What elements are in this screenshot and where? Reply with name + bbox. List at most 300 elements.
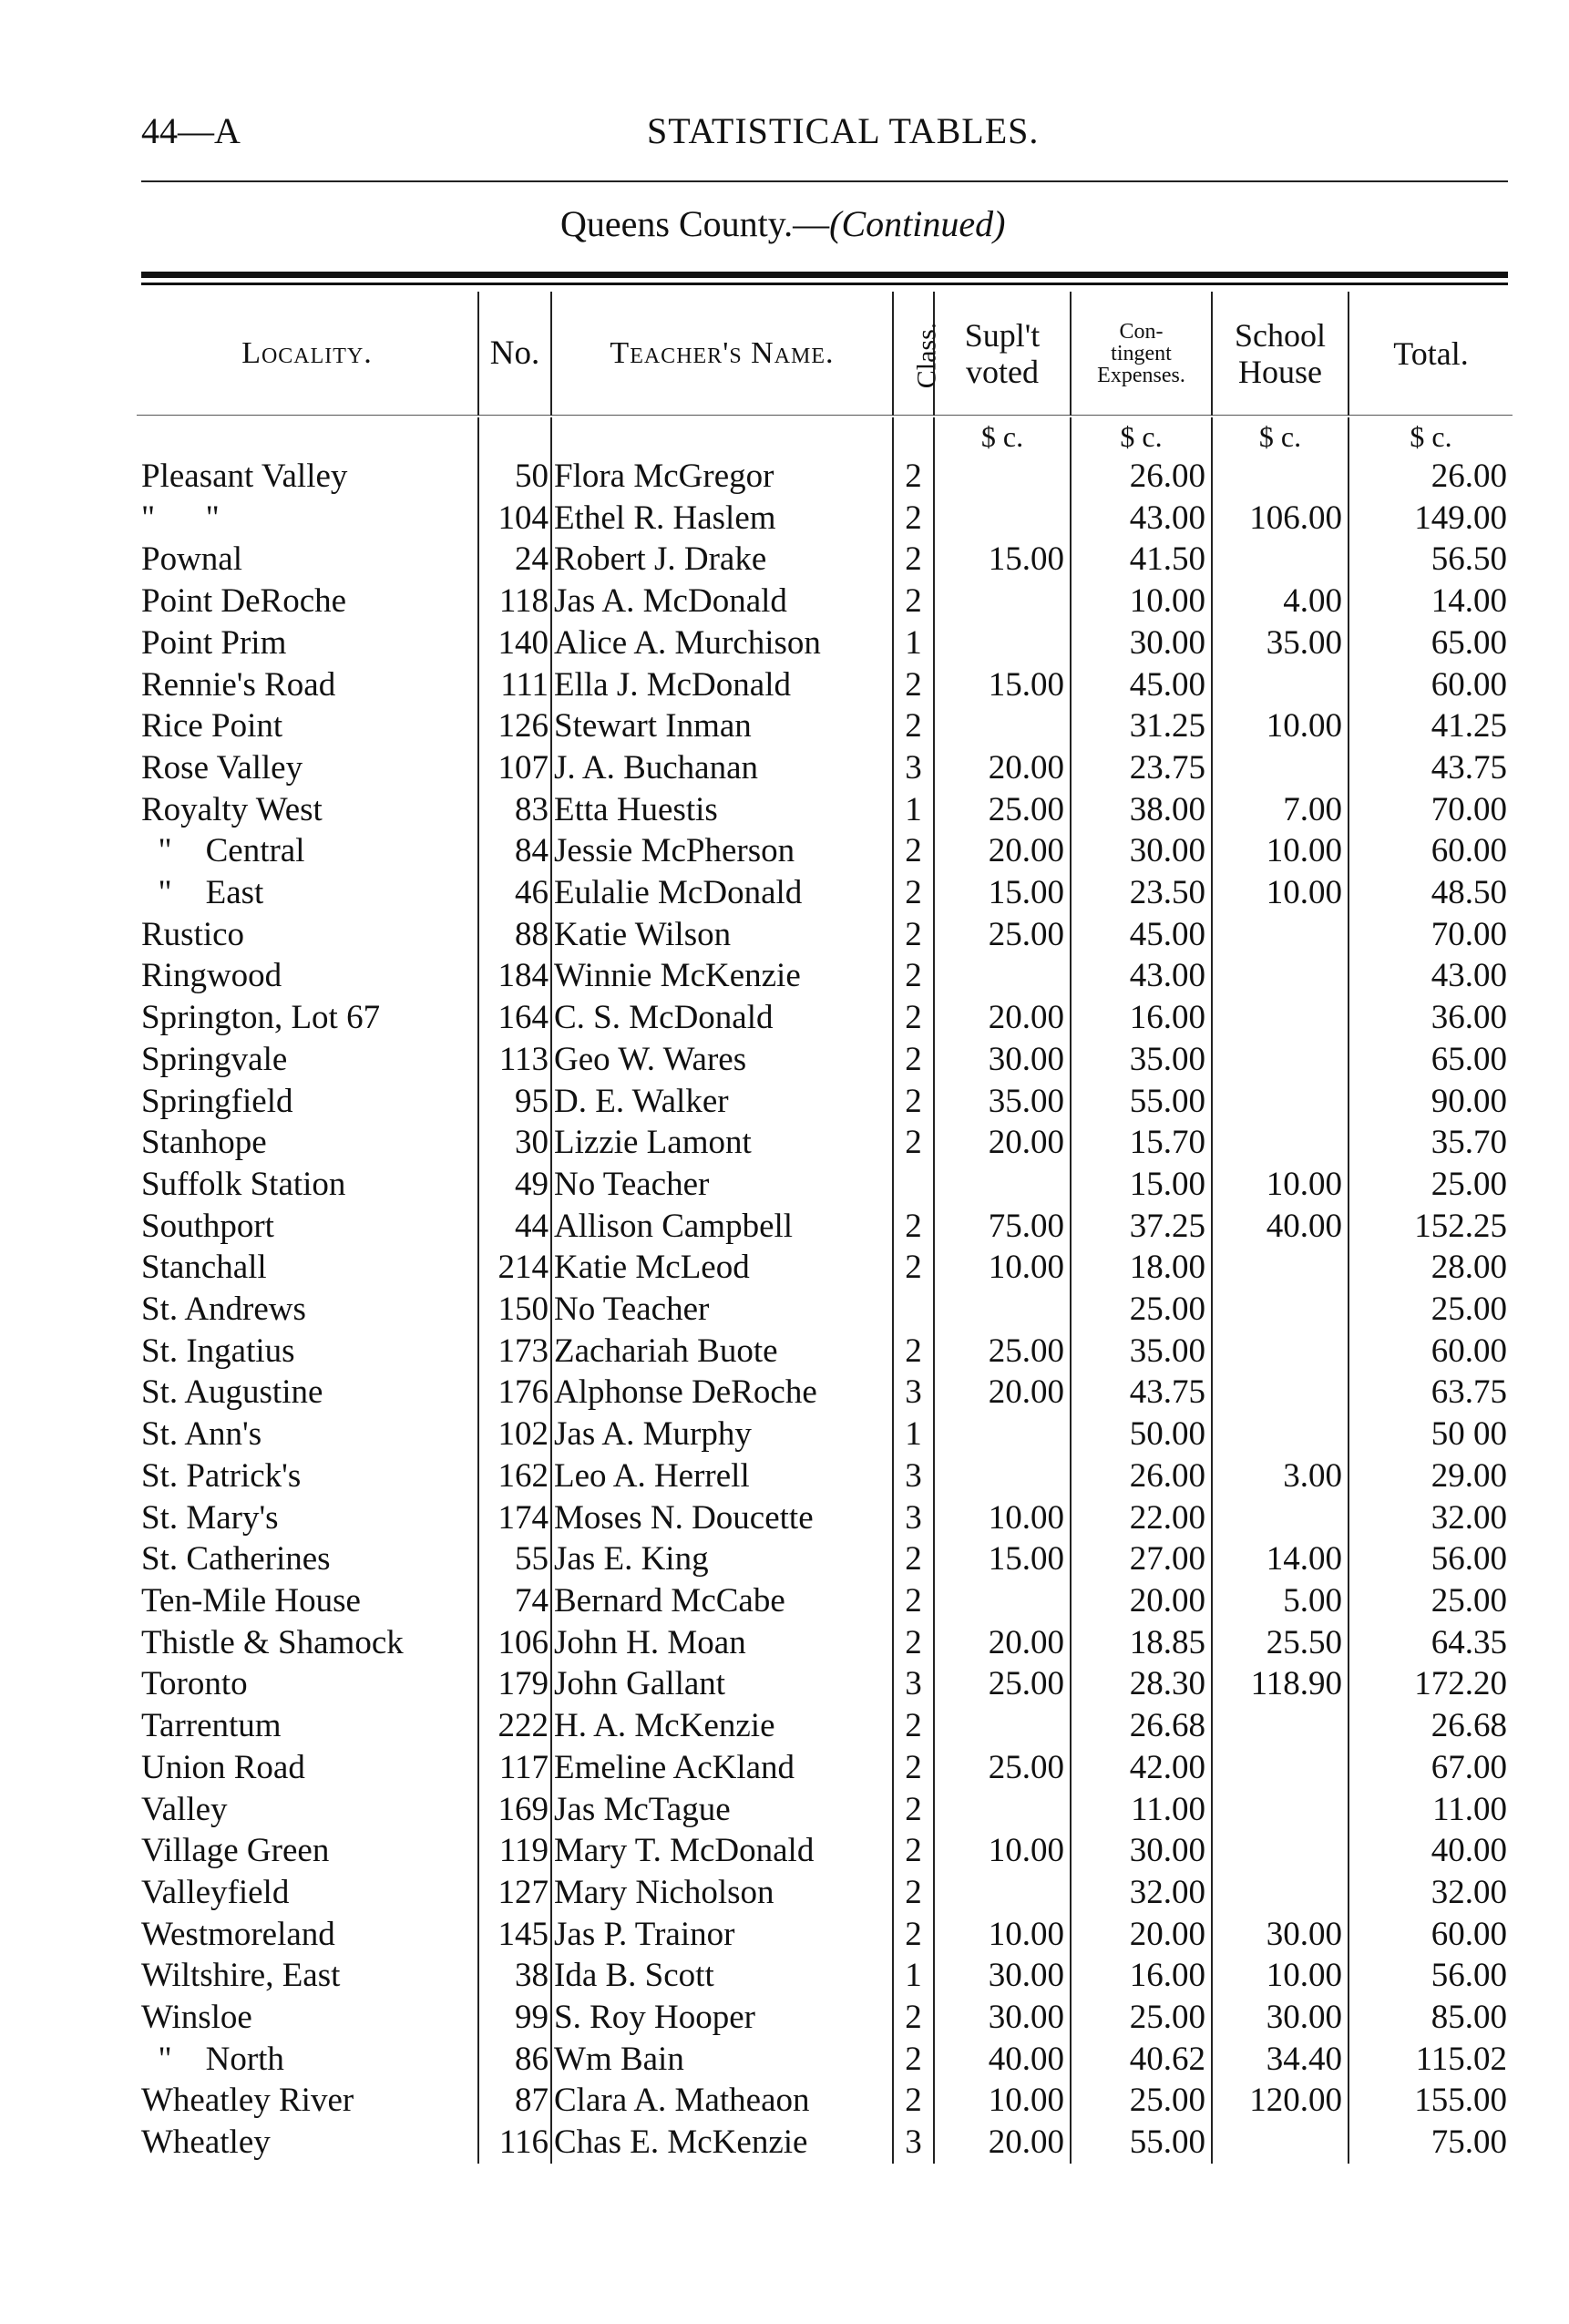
cell-locality: Pownal (141, 540, 242, 579)
cell-locality: Rose Valley (141, 748, 303, 787)
cell-supl-voted: 15.00 (934, 872, 1071, 914)
cell-number: 84 (478, 830, 551, 872)
cell-total: 70.00 (1349, 914, 1513, 956)
cell-number: 116 (478, 2122, 551, 2164)
cell-number: 173 (478, 1331, 551, 1373)
cell-school-house: 5.00 (1212, 1580, 1349, 1622)
cell-total: 56.00 (1349, 1538, 1513, 1580)
cell-number: 74 (478, 1580, 551, 1622)
cell-teacher-name: Wm Bain (551, 2039, 893, 2081)
cell-class: 2 (893, 914, 934, 956)
cell-contingent-expenses: 35.00 (1071, 1331, 1212, 1373)
cell-contingent-expenses: 45.00 (1071, 664, 1212, 706)
table-row (137, 581, 1513, 622)
table-row (137, 789, 1513, 831)
cell-number: 50 (478, 456, 551, 498)
cell-total: 26.68 (1349, 1705, 1513, 1747)
cell-contingent-expenses: 26.00 (1071, 456, 1212, 498)
cell-contingent-expenses: 41.50 (1071, 539, 1212, 581)
cell-contingent-expenses: 25.00 (1071, 2080, 1212, 2122)
cell-school-house (1212, 1414, 1349, 1455)
cell-teacher-name: Jas McTague (551, 1789, 893, 1831)
cell-number: 95 (478, 1081, 551, 1123)
cell-class: 2 (893, 539, 934, 581)
cell-contingent-expenses: 27.00 (1071, 1538, 1212, 1580)
cell-school-house (1212, 1247, 1349, 1289)
cell-supl-voted: 10.00 (934, 1497, 1071, 1539)
table-row (137, 830, 1513, 872)
cell-total: 36.00 (1349, 997, 1513, 1039)
cell-teacher-name: Jas E. King (551, 1538, 893, 1580)
table-top-rule-thin (141, 283, 1508, 285)
cell-locality: Wheatley (141, 2123, 271, 2162)
cell-locality: " " (141, 499, 220, 537)
cell-number: 150 (478, 1289, 551, 1331)
cell-total: 29.00 (1349, 1455, 1513, 1497)
table-body (137, 417, 1513, 2164)
cell-school-house: 10.00 (1212, 1164, 1349, 1206)
cell-supl-voted: 30.00 (934, 1039, 1071, 1081)
cell-number: 111 (478, 664, 551, 706)
cell-locality: St. Mary's (141, 1498, 279, 1537)
cell-teacher-name: Alphonse DeRoche (551, 1372, 893, 1414)
cell-contingent-expenses: 43.75 (1071, 1372, 1212, 1414)
cell-teacher-name: Allison Campbell (551, 1206, 893, 1248)
cell-locality: Rice Point (141, 707, 283, 746)
cell-class: 3 (893, 1455, 934, 1497)
cell-supl-voted: 20.00 (934, 1622, 1071, 1664)
cell-class: 3 (893, 2122, 934, 2164)
cell-class (893, 1164, 934, 1206)
cell-supl-voted (934, 581, 1071, 622)
cell-number: 107 (478, 747, 551, 789)
cell-teacher-name: Flora McGregor (551, 456, 893, 498)
column-header-class (893, 292, 942, 416)
cell-class: 2 (893, 2039, 934, 2081)
cell-contingent-expenses: 15.00 (1071, 1164, 1212, 1206)
table-row (137, 1622, 1513, 1664)
cell-class: 2 (893, 581, 934, 622)
cell-class: 2 (893, 1830, 934, 1872)
table-subtitle (560, 202, 1005, 245)
cell-contingent-expenses: 55.00 (1071, 2122, 1212, 2164)
cell-teacher-name: Jas P. Trainor (551, 1914, 893, 1956)
cell-supl-voted (934, 1872, 1071, 1914)
cell-locality: Ringwood (141, 957, 282, 995)
cell-class: 2 (893, 1580, 934, 1622)
cell-locality: Suffolk Station (141, 1165, 346, 1203)
cell-class: 2 (893, 1039, 934, 1081)
cell-teacher-name: Moses N. Doucette (551, 1497, 893, 1539)
cell-locality: Winsloe (141, 1999, 252, 2037)
cell-number: 119 (478, 1830, 551, 1872)
cell-supl-voted (934, 498, 1071, 540)
house-label-line2: House (1238, 353, 1322, 390)
cell-school-house (1212, 914, 1349, 956)
cell-teacher-name: Chas E. McKenzie (551, 2122, 893, 2164)
cell-teacher-name: No Teacher (551, 1289, 893, 1331)
cell-locality: St. Ingatius (141, 1332, 295, 1370)
cell-number: 86 (478, 2039, 551, 2081)
cell-supl-voted (934, 1705, 1071, 1747)
table-row (137, 2122, 1513, 2164)
statistical-table (137, 292, 1513, 2164)
cell-total: 41.25 (1349, 705, 1513, 747)
cell-supl-voted (934, 1164, 1071, 1206)
cell-school-house (1212, 1830, 1349, 1872)
cell-supl-voted: 10.00 (934, 1914, 1071, 1956)
table-row (137, 1997, 1513, 2039)
page-header (141, 109, 1508, 164)
cell-locality: " Central (141, 832, 305, 870)
cell-supl-voted: 20.00 (934, 1372, 1071, 1414)
cell-teacher-name: John H. Moan (551, 1622, 893, 1664)
cell-supl-voted (934, 1789, 1071, 1831)
cell-contingent-expenses: 11.00 (1071, 1789, 1212, 1831)
table-row (137, 1872, 1513, 1914)
cell-locality: St. Patrick's (141, 1456, 302, 1495)
cell-school-house: 25.50 (1212, 1622, 1349, 1664)
cell-school-house (1212, 997, 1349, 1039)
cell-supl-voted: 25.00 (934, 914, 1071, 956)
cell-number: 38 (478, 1955, 551, 1997)
cell-contingent-expenses: 35.00 (1071, 1039, 1212, 1081)
cell-total: 43.75 (1349, 747, 1513, 789)
cell-locality: Ten-Mile House (141, 1581, 361, 1620)
cell-locality: Toronto (141, 1665, 248, 1703)
cell-locality: Valley (141, 1790, 228, 1828)
cell-class: 2 (893, 1247, 934, 1289)
cell-total: 32.00 (1349, 1497, 1513, 1539)
cell-locality: Westmoreland (141, 1915, 335, 1953)
cell-supl-voted: 20.00 (934, 997, 1071, 1039)
cell-teacher-name: Ella J. McDonald (551, 664, 893, 706)
cell-contingent-expenses: 40.62 (1071, 2039, 1212, 2081)
cell-contingent-expenses: 18.00 (1071, 1247, 1212, 1289)
table-row (137, 2039, 1513, 2081)
cell-school-house: 120.00 (1212, 2080, 1349, 2122)
column-header-locality: Locality. (241, 335, 373, 370)
table-row (137, 1289, 1513, 1331)
cell-total: 64.35 (1349, 1622, 1513, 1664)
cell-number: 214 (478, 1247, 551, 1289)
cell-contingent-expenses: 55.00 (1071, 1081, 1212, 1123)
cell-school-house: 3.00 (1212, 1455, 1349, 1497)
table-row (137, 1830, 1513, 1872)
cell-school-house (1212, 1289, 1349, 1331)
cell-number: 102 (478, 1414, 551, 1455)
unit-total: $ c. (1349, 417, 1513, 456)
cell-number: 83 (478, 789, 551, 831)
page-number: 44—A (141, 110, 241, 151)
cell-teacher-name: Alice A. Murchison (551, 622, 893, 664)
cell-supl-voted: 15.00 (934, 664, 1071, 706)
cell-total: 32.00 (1349, 1872, 1513, 1914)
cell-class: 1 (893, 789, 934, 831)
table-row (137, 1747, 1513, 1789)
cell-teacher-name: Jessie McPherson (551, 830, 893, 872)
cell-contingent-expenses: 42.00 (1071, 1747, 1212, 1789)
cell-teacher-name: Katie Wilson (551, 914, 893, 956)
cell-contingent-expenses: 18.85 (1071, 1622, 1212, 1664)
cell-class: 1 (893, 622, 934, 664)
cell-school-house (1212, 539, 1349, 581)
units-row (137, 417, 1513, 456)
cell-locality: St. Augustine (141, 1373, 323, 1412)
cell-contingent-expenses: 31.25 (1071, 705, 1212, 747)
table-row (137, 2080, 1513, 2122)
cell-supl-voted (934, 1289, 1071, 1331)
cell-total: 149.00 (1349, 498, 1513, 540)
column-header-contingent (1071, 292, 1212, 416)
cell-class: 2 (893, 1206, 934, 1248)
cell-total: 60.00 (1349, 1331, 1513, 1373)
cell-supl-voted: 35.00 (934, 1081, 1071, 1123)
table-top-rule-thick (141, 272, 1508, 278)
cell-teacher-name: Stewart Inman (551, 705, 893, 747)
cell-teacher-name: Mary T. McDonald (551, 1830, 893, 1872)
cell-class: 2 (893, 1914, 934, 1956)
cell-school-house (1212, 1122, 1349, 1164)
cell-school-house: 34.40 (1212, 2039, 1349, 2081)
cell-total: 50 00 (1349, 1414, 1513, 1455)
cell-teacher-name: Geo W. Wares (551, 1039, 893, 1081)
column-header-no: No. (478, 292, 551, 416)
cell-contingent-expenses: 30.00 (1071, 830, 1212, 872)
cell-total: 28.00 (1349, 1247, 1513, 1289)
cell-locality: Tarrentum (141, 1707, 282, 1745)
cell-total: 152.25 (1349, 1206, 1513, 1248)
cell-locality: Springton, Lot 67 (141, 999, 381, 1037)
unit-house: $ c. (1212, 417, 1349, 456)
cell-total: 43.00 (1349, 955, 1513, 997)
cell-supl-voted: 15.00 (934, 1538, 1071, 1580)
cell-total: 63.75 (1349, 1372, 1513, 1414)
cell-teacher-name: No Teacher (551, 1164, 893, 1206)
cell-total: 60.00 (1349, 1914, 1513, 1956)
cell-supl-voted (934, 705, 1071, 747)
cell-teacher-name: Clara A. Matheaon (551, 2080, 893, 2122)
cell-school-house: 106.00 (1212, 498, 1349, 540)
column-header-school-house (1212, 292, 1349, 416)
cell-supl-voted: 30.00 (934, 1955, 1071, 1997)
cell-total: 14.00 (1349, 581, 1513, 622)
cell-school-house: 10.00 (1212, 1955, 1349, 1997)
cell-number: 118 (478, 581, 551, 622)
cell-locality: Rennie's Road (141, 665, 336, 704)
cell-teacher-name: Emeline AcKland (551, 1747, 893, 1789)
cell-locality: St. Catherines (141, 1540, 331, 1578)
cell-teacher-name: S. Roy Hooper (551, 1997, 893, 2039)
cell-class: 2 (893, 498, 934, 540)
cell-contingent-expenses: 30.00 (1071, 622, 1212, 664)
column-header-total: Total. (1349, 292, 1513, 416)
cell-school-house (1212, 1872, 1349, 1914)
subtitle-county: Queens County.— (560, 203, 830, 244)
cell-number: 46 (478, 872, 551, 914)
cell-locality: Point Prim (141, 623, 287, 662)
cell-school-house (1212, 1705, 1349, 1747)
cell-locality: Stanhope (141, 1124, 267, 1162)
cell-class (893, 1289, 934, 1331)
cell-teacher-name: John Gallant (551, 1663, 893, 1705)
cell-total: 56.50 (1349, 539, 1513, 581)
cell-number: 169 (478, 1789, 551, 1831)
cell-total: 65.00 (1349, 622, 1513, 664)
cell-school-house: 10.00 (1212, 705, 1349, 747)
cell-teacher-name: Ethel R. Haslem (551, 498, 893, 540)
table-row (137, 914, 1513, 956)
cell-number: 126 (478, 705, 551, 747)
cell-supl-voted: 20.00 (934, 1122, 1071, 1164)
cell-locality: Springfield (141, 1082, 293, 1120)
cell-supl-voted (934, 456, 1071, 498)
cell-supl-voted: 40.00 (934, 2039, 1071, 2081)
cell-locality: Thistle & Shamock (141, 1623, 404, 1661)
cell-locality: Village Green (141, 1832, 330, 1870)
cell-school-house: 118.90 (1212, 1663, 1349, 1705)
cell-number: 99 (478, 1997, 551, 2039)
table-row (137, 1039, 1513, 1081)
cell-supl-voted: 15.00 (934, 539, 1071, 581)
cell-class: 3 (893, 1372, 934, 1414)
cell-school-house (1212, 2122, 1349, 2164)
cell-total: 56.00 (1349, 1955, 1513, 1997)
cell-class: 3 (893, 1663, 934, 1705)
house-label-line1: School (1234, 316, 1326, 354)
cell-number: 145 (478, 1914, 551, 1956)
table-row (137, 1122, 1513, 1164)
cell-contingent-expenses: 25.00 (1071, 1997, 1212, 2039)
cell-contingent-expenses: 28.30 (1071, 1663, 1212, 1705)
cell-school-house: 4.00 (1212, 581, 1349, 622)
table-row (137, 747, 1513, 789)
cell-number: 174 (478, 1497, 551, 1539)
cell-total: 48.50 (1349, 872, 1513, 914)
cell-total: 75.00 (1349, 2122, 1513, 2164)
cell-class: 1 (893, 1414, 934, 1455)
cell-locality: Union Road (141, 1748, 305, 1786)
cell-teacher-name: Bernard McCabe (551, 1580, 893, 1622)
cell-total: 70.00 (1349, 789, 1513, 831)
table-row (137, 705, 1513, 747)
cell-teacher-name: H. A. McKenzie (551, 1705, 893, 1747)
table-row (137, 1081, 1513, 1123)
column-header-class-label: Class. (911, 322, 942, 389)
table-row (137, 1414, 1513, 1455)
cell-teacher-name: Jas A. Murphy (551, 1414, 893, 1455)
cell-total: 25.00 (1349, 1580, 1513, 1622)
table-row (137, 456, 1513, 498)
cont-label-line2: tingent (1111, 341, 1172, 365)
table-row (137, 498, 1513, 540)
table-row (137, 1663, 1513, 1705)
cell-supl-voted: 25.00 (934, 789, 1071, 831)
cell-class: 2 (893, 1622, 934, 1664)
table-row (137, 1206, 1513, 1248)
table-row (137, 1372, 1513, 1414)
cell-class: 2 (893, 2080, 934, 2122)
cell-locality: Valleyfield (141, 1873, 290, 1911)
cell-class: 2 (893, 1122, 934, 1164)
cell-locality: Rustico (141, 915, 245, 953)
cell-supl-voted: 20.00 (934, 2122, 1071, 2164)
cell-school-house: 30.00 (1212, 1914, 1349, 1956)
cell-contingent-expenses: 26.00 (1071, 1455, 1212, 1497)
table-row (137, 872, 1513, 914)
cell-total: 25.00 (1349, 1289, 1513, 1331)
cell-total: 67.00 (1349, 1747, 1513, 1789)
cell-school-house: 10.00 (1212, 830, 1349, 872)
cell-teacher-name: C. S. McDonald (551, 997, 893, 1039)
cell-school-house (1212, 747, 1349, 789)
table-row (137, 1538, 1513, 1580)
table-row (137, 1580, 1513, 1622)
cell-school-house: 40.00 (1212, 1206, 1349, 1248)
cell-number: 55 (478, 1538, 551, 1580)
table-row (137, 664, 1513, 706)
cell-number: 44 (478, 1206, 551, 1248)
cell-teacher-name: Zachariah Buote (551, 1331, 893, 1373)
cell-total: 40.00 (1349, 1830, 1513, 1872)
table-row (137, 1247, 1513, 1289)
cell-class: 2 (893, 872, 934, 914)
supl-label-line2: voted (966, 353, 1039, 390)
cell-contingent-expenses: 45.00 (1071, 914, 1212, 956)
table-row (137, 1455, 1513, 1497)
cell-teacher-name: Jas A. McDonald (551, 581, 893, 622)
cell-locality: Wheatley River (141, 2082, 354, 2120)
cell-number: 49 (478, 1164, 551, 1206)
cell-locality: " North (141, 2040, 284, 2078)
cell-school-house: 35.00 (1212, 622, 1349, 664)
cell-teacher-name: Etta Huestis (551, 789, 893, 831)
cell-locality: Royalty West (141, 790, 323, 828)
cell-school-house (1212, 664, 1349, 706)
cell-contingent-expenses: 10.00 (1071, 581, 1212, 622)
cell-contingent-expenses: 15.70 (1071, 1122, 1212, 1164)
cell-teacher-name: Eulalie McDonald (551, 872, 893, 914)
cell-total: 172.20 (1349, 1663, 1513, 1705)
cell-total: 155.00 (1349, 2080, 1513, 2122)
cell-total: 11.00 (1349, 1789, 1513, 1831)
cell-school-house (1212, 1497, 1349, 1539)
cell-locality: " East (141, 874, 264, 912)
page-title: STATISTICAL TABLES. (647, 110, 1040, 151)
table-row (137, 1331, 1513, 1373)
cell-total: 60.00 (1349, 830, 1513, 872)
cell-contingent-expenses: 30.00 (1071, 1830, 1212, 1872)
cell-supl-voted (934, 1414, 1071, 1455)
cell-total: 115.02 (1349, 2039, 1513, 2081)
cont-label-line1: Con- (1119, 319, 1164, 344)
cell-school-house (1212, 1081, 1349, 1123)
cell-supl-voted: 25.00 (934, 1663, 1071, 1705)
cell-supl-voted (934, 1580, 1071, 1622)
cell-school-house (1212, 1039, 1349, 1081)
cell-class: 2 (893, 1789, 934, 1831)
cell-teacher-name: Ida B. Scott (551, 1955, 893, 1997)
cell-contingent-expenses: 50.00 (1071, 1414, 1212, 1455)
cell-number: 176 (478, 1372, 551, 1414)
cell-number: 104 (478, 498, 551, 540)
cell-locality: St. Andrews (141, 1291, 306, 1329)
cell-number: 179 (478, 1663, 551, 1705)
cell-contingent-expenses: 22.00 (1071, 1497, 1212, 1539)
cell-class: 2 (893, 1872, 934, 1914)
subtitle-continued: (Continued) (829, 203, 1006, 244)
cell-number: 113 (478, 1039, 551, 1081)
